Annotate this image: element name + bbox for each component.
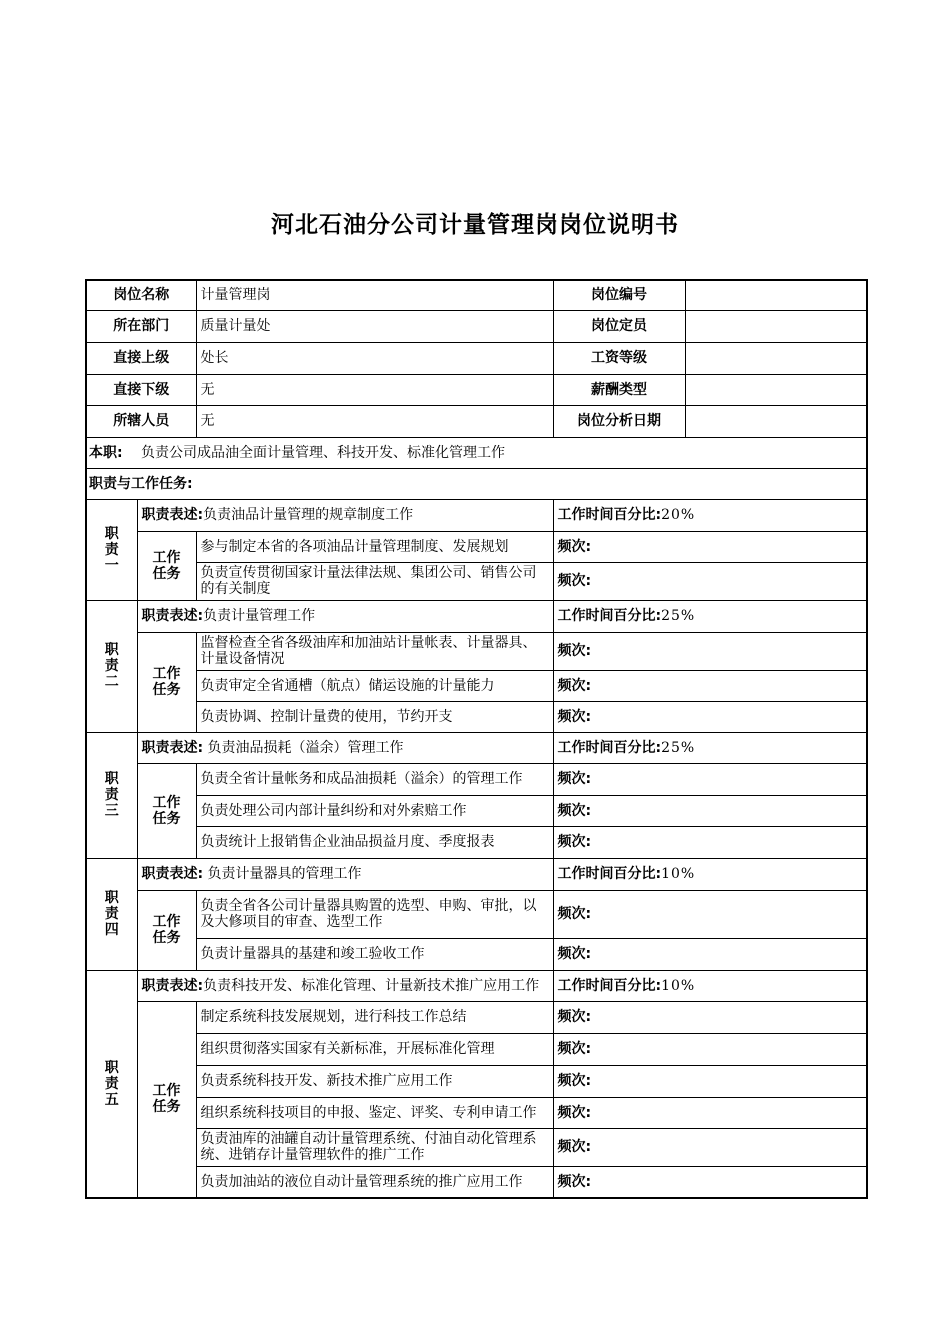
- field-label: 所辖人员: [86, 405, 196, 437]
- table-row: [86, 499, 867, 531]
- duty-text: 负责公司成品油全面计量管理、科技开发、标准化管理工作: [136, 444, 506, 461]
- table-row: [86, 938, 867, 970]
- duty-statement: [137, 600, 553, 632]
- duty-section-name: [86, 858, 137, 970]
- frequency-label: 频次:: [553, 1097, 867, 1128]
- duty-section-char: 职: [104, 525, 119, 542]
- work-task-label-line: 工作: [152, 549, 181, 566]
- frequency-label: 频次:: [553, 890, 867, 938]
- work-task-label-line: 任务: [152, 930, 181, 946]
- field-value: 质量计量处: [196, 310, 553, 342]
- frequency-label: 频次:: [553, 1065, 867, 1097]
- duty-statement: [137, 970, 553, 1001]
- duty-section-char: 责: [104, 787, 119, 803]
- frequency-label: 频次:: [553, 1128, 867, 1166]
- duty-section-name: [86, 970, 137, 1198]
- field-label: 工资等级: [553, 342, 685, 374]
- table-row: [86, 670, 867, 701]
- table-row: [86, 437, 867, 468]
- statement-text: 负责计量管理工作: [203, 608, 316, 624]
- field-value: 计量管理岗: [196, 280, 553, 310]
- task-text: 参与制定本省的各项油品计量管理制度、发展规划: [196, 531, 553, 562]
- frequency-label: 频次:: [553, 670, 867, 701]
- percentage-value: 25%: [661, 608, 696, 624]
- work-task-label: [137, 531, 196, 600]
- field-label: 所在部门: [86, 310, 196, 342]
- frequency-label: 频次:: [553, 795, 867, 826]
- field-value: 处长: [196, 342, 553, 374]
- percentage-value: 10%: [661, 866, 696, 882]
- frequency-label: 频次:: [553, 763, 867, 795]
- field-label: 直接上级: [86, 342, 196, 374]
- percentage-label: 工作时间百分比:: [557, 977, 662, 994]
- table-row: [86, 405, 867, 437]
- page-title: 河北石油分公司计量管理岗岗位说明书: [271, 212, 679, 238]
- duty-section-char: 职: [104, 890, 119, 906]
- percentage-value: 20%: [661, 507, 696, 523]
- task-text: 负责协调、控制计量费的使用，节约开支: [196, 701, 553, 732]
- duty-row: [86, 437, 867, 468]
- table-row: [86, 1097, 867, 1128]
- task-text: 负责系统科技开发、新技术推广应用工作: [196, 1065, 553, 1097]
- frequency-label: 频次:: [553, 1001, 867, 1033]
- time-percentage: [553, 499, 867, 531]
- task-text: 组织系统科技项目的申报、鉴定、评奖、专利申请工作: [196, 1097, 553, 1128]
- duty-section-char: 一: [104, 557, 119, 574]
- task-text: 负责宣传贯彻国家计量法律法规、集团公司、销售公司的有关制度: [196, 562, 553, 600]
- tasks-heading: 职责与工作任务:: [86, 468, 867, 499]
- percentage-label: 工作时间百分比:: [557, 866, 662, 882]
- duty-section-char: 职: [104, 771, 119, 787]
- table-row: [86, 1065, 867, 1097]
- field-value: 无: [196, 405, 553, 437]
- duty-section-char: 职: [104, 1059, 119, 1076]
- statement-label: 职责表述:: [141, 507, 204, 523]
- percentage-label: 工作时间百分比:: [557, 507, 662, 523]
- task-text: 负责全省计量帐务和成品油损耗（溢余）的管理工作: [196, 763, 553, 795]
- work-task-label-line: 工作: [152, 914, 181, 930]
- work-task-label-line: 任务: [152, 565, 181, 582]
- table-row: [86, 1166, 867, 1198]
- table-row: [86, 468, 867, 499]
- table-row: [86, 632, 867, 670]
- work-task-label: [137, 632, 196, 732]
- task-text: 负责全省各公司计量器具购置的选型、申购、审批，以及大修项目的审查、选型工作: [196, 890, 553, 938]
- duty-section-char: 责: [104, 906, 119, 922]
- duty-section-char: 四: [104, 922, 119, 938]
- table-row: [86, 1001, 867, 1033]
- task-text: 负责计量器具的基建和竣工验收工作: [196, 938, 553, 970]
- statement-label: 职责表述:: [141, 739, 204, 756]
- task-text: 制定系统科技发展规划，进行科技工作总结: [196, 1001, 553, 1033]
- frequency-label: 频次:: [553, 701, 867, 732]
- duty-section-name: [86, 499, 137, 600]
- table-row: [86, 280, 867, 310]
- table-row: [86, 374, 867, 405]
- work-task-label-line: 任务: [152, 810, 181, 827]
- statement-label: 职责表述:: [141, 608, 204, 624]
- duty-section-char: 责: [104, 1075, 119, 1092]
- table-row: [86, 1033, 867, 1065]
- work-task-label: [137, 763, 196, 858]
- table-row: [86, 531, 867, 562]
- field-value: [685, 405, 867, 437]
- work-task-label: [137, 890, 196, 970]
- task-text: 监督检查全省各级油库和加油站计量帐表、计量器具、计量设备情况: [196, 632, 553, 670]
- duty-section-char: 责: [104, 541, 119, 558]
- table-row: [86, 732, 867, 763]
- statement-label: 职责表述:: [141, 977, 204, 994]
- frequency-label: 频次:: [553, 1033, 867, 1065]
- duty-section-char: 五: [104, 1091, 119, 1108]
- task-text: 负责审定全省通槽（航点）储运设施的计量能力: [196, 670, 553, 701]
- duty-label: 本职:: [89, 444, 123, 461]
- frequency-label: 频次:: [553, 938, 867, 970]
- work-task-label-line: 任务: [152, 682, 181, 698]
- percentage-value: 25%: [661, 739, 696, 756]
- field-label: 岗位分析日期: [553, 405, 685, 437]
- field-label: 岗位名称: [86, 280, 196, 310]
- table-row: [86, 858, 867, 890]
- table-row: [86, 701, 867, 732]
- table-row: [86, 890, 867, 938]
- work-task-label: [137, 1001, 196, 1198]
- field-value: [685, 342, 867, 374]
- statement-text: 负责油品损耗（溢余）管理工作: [203, 739, 404, 756]
- task-text: 负责统计上报销售企业油品损益月度、季度报表: [196, 826, 553, 858]
- field-value: 无: [196, 374, 553, 405]
- frequency-label: 频次:: [553, 531, 867, 562]
- job-description-table: [85, 279, 868, 1199]
- table-row: [86, 970, 867, 1001]
- table-row: [86, 600, 867, 632]
- field-value: [685, 310, 867, 342]
- duty-section-char: 职: [104, 642, 119, 658]
- percentage-label: 工作时间百分比:: [557, 739, 662, 756]
- work-task-label-line: 工作: [152, 1083, 181, 1100]
- time-percentage: [553, 970, 867, 1001]
- table-row: [86, 562, 867, 600]
- field-label: 岗位定员: [553, 310, 685, 342]
- table-row: [86, 763, 867, 795]
- work-task-label-line: 工作: [152, 794, 181, 811]
- time-percentage: [553, 858, 867, 890]
- field-value: [685, 374, 867, 405]
- duty-section-char: 责: [104, 658, 119, 674]
- time-percentage: [553, 600, 867, 632]
- statement-text: 负责计量器具的管理工作: [203, 866, 362, 882]
- percentage-label: 工作时间百分比:: [557, 608, 662, 624]
- table-row: [86, 310, 867, 342]
- duty-section-char: 三: [104, 803, 119, 819]
- task-text: 负责处理公司内部计量纠纷和对外索赔工作: [196, 795, 553, 826]
- field-label: 薪酬类型: [553, 374, 685, 405]
- frequency-label: 频次:: [553, 632, 867, 670]
- statement-text: 负责科技开发、标准化管理、计量新技术推广应用工作: [203, 977, 540, 994]
- task-text: 负责加油站的液位自动计量管理系统的推广应用工作: [196, 1166, 553, 1198]
- work-task-label-line: 任务: [152, 1099, 181, 1116]
- task-text: 组织贯彻落实国家有关新标准，开展标准化管理: [196, 1033, 553, 1065]
- duty-section-name: [86, 732, 137, 858]
- duty-statement: [137, 499, 553, 531]
- frequency-label: 频次:: [553, 826, 867, 858]
- frequency-label: 频次:: [553, 562, 867, 600]
- table-row: [86, 1128, 867, 1166]
- statement-text: 负责油品计量管理的规章制度工作: [203, 507, 414, 523]
- work-task-label-line: 工作: [152, 666, 181, 682]
- duty-section-char: 二: [104, 674, 119, 690]
- field-value: [685, 280, 867, 310]
- percentage-value: 10%: [661, 977, 696, 994]
- field-label: 岗位编号: [553, 280, 685, 310]
- duty-section-name: [86, 600, 137, 732]
- duty-statement: [137, 732, 553, 763]
- table-row: [86, 826, 867, 858]
- frequency-label: 频次:: [553, 1166, 867, 1198]
- time-percentage: [553, 732, 867, 763]
- statement-label: 职责表述:: [141, 866, 204, 882]
- duty-statement: [137, 858, 553, 890]
- table-row: [86, 795, 867, 826]
- field-label: 直接下级: [86, 374, 196, 405]
- table-row: [86, 342, 867, 374]
- task-text: 负责油库的油罐自动计量管理系统、付油自动化管理系统、进销存计量管理软件的推广工作: [196, 1128, 553, 1166]
